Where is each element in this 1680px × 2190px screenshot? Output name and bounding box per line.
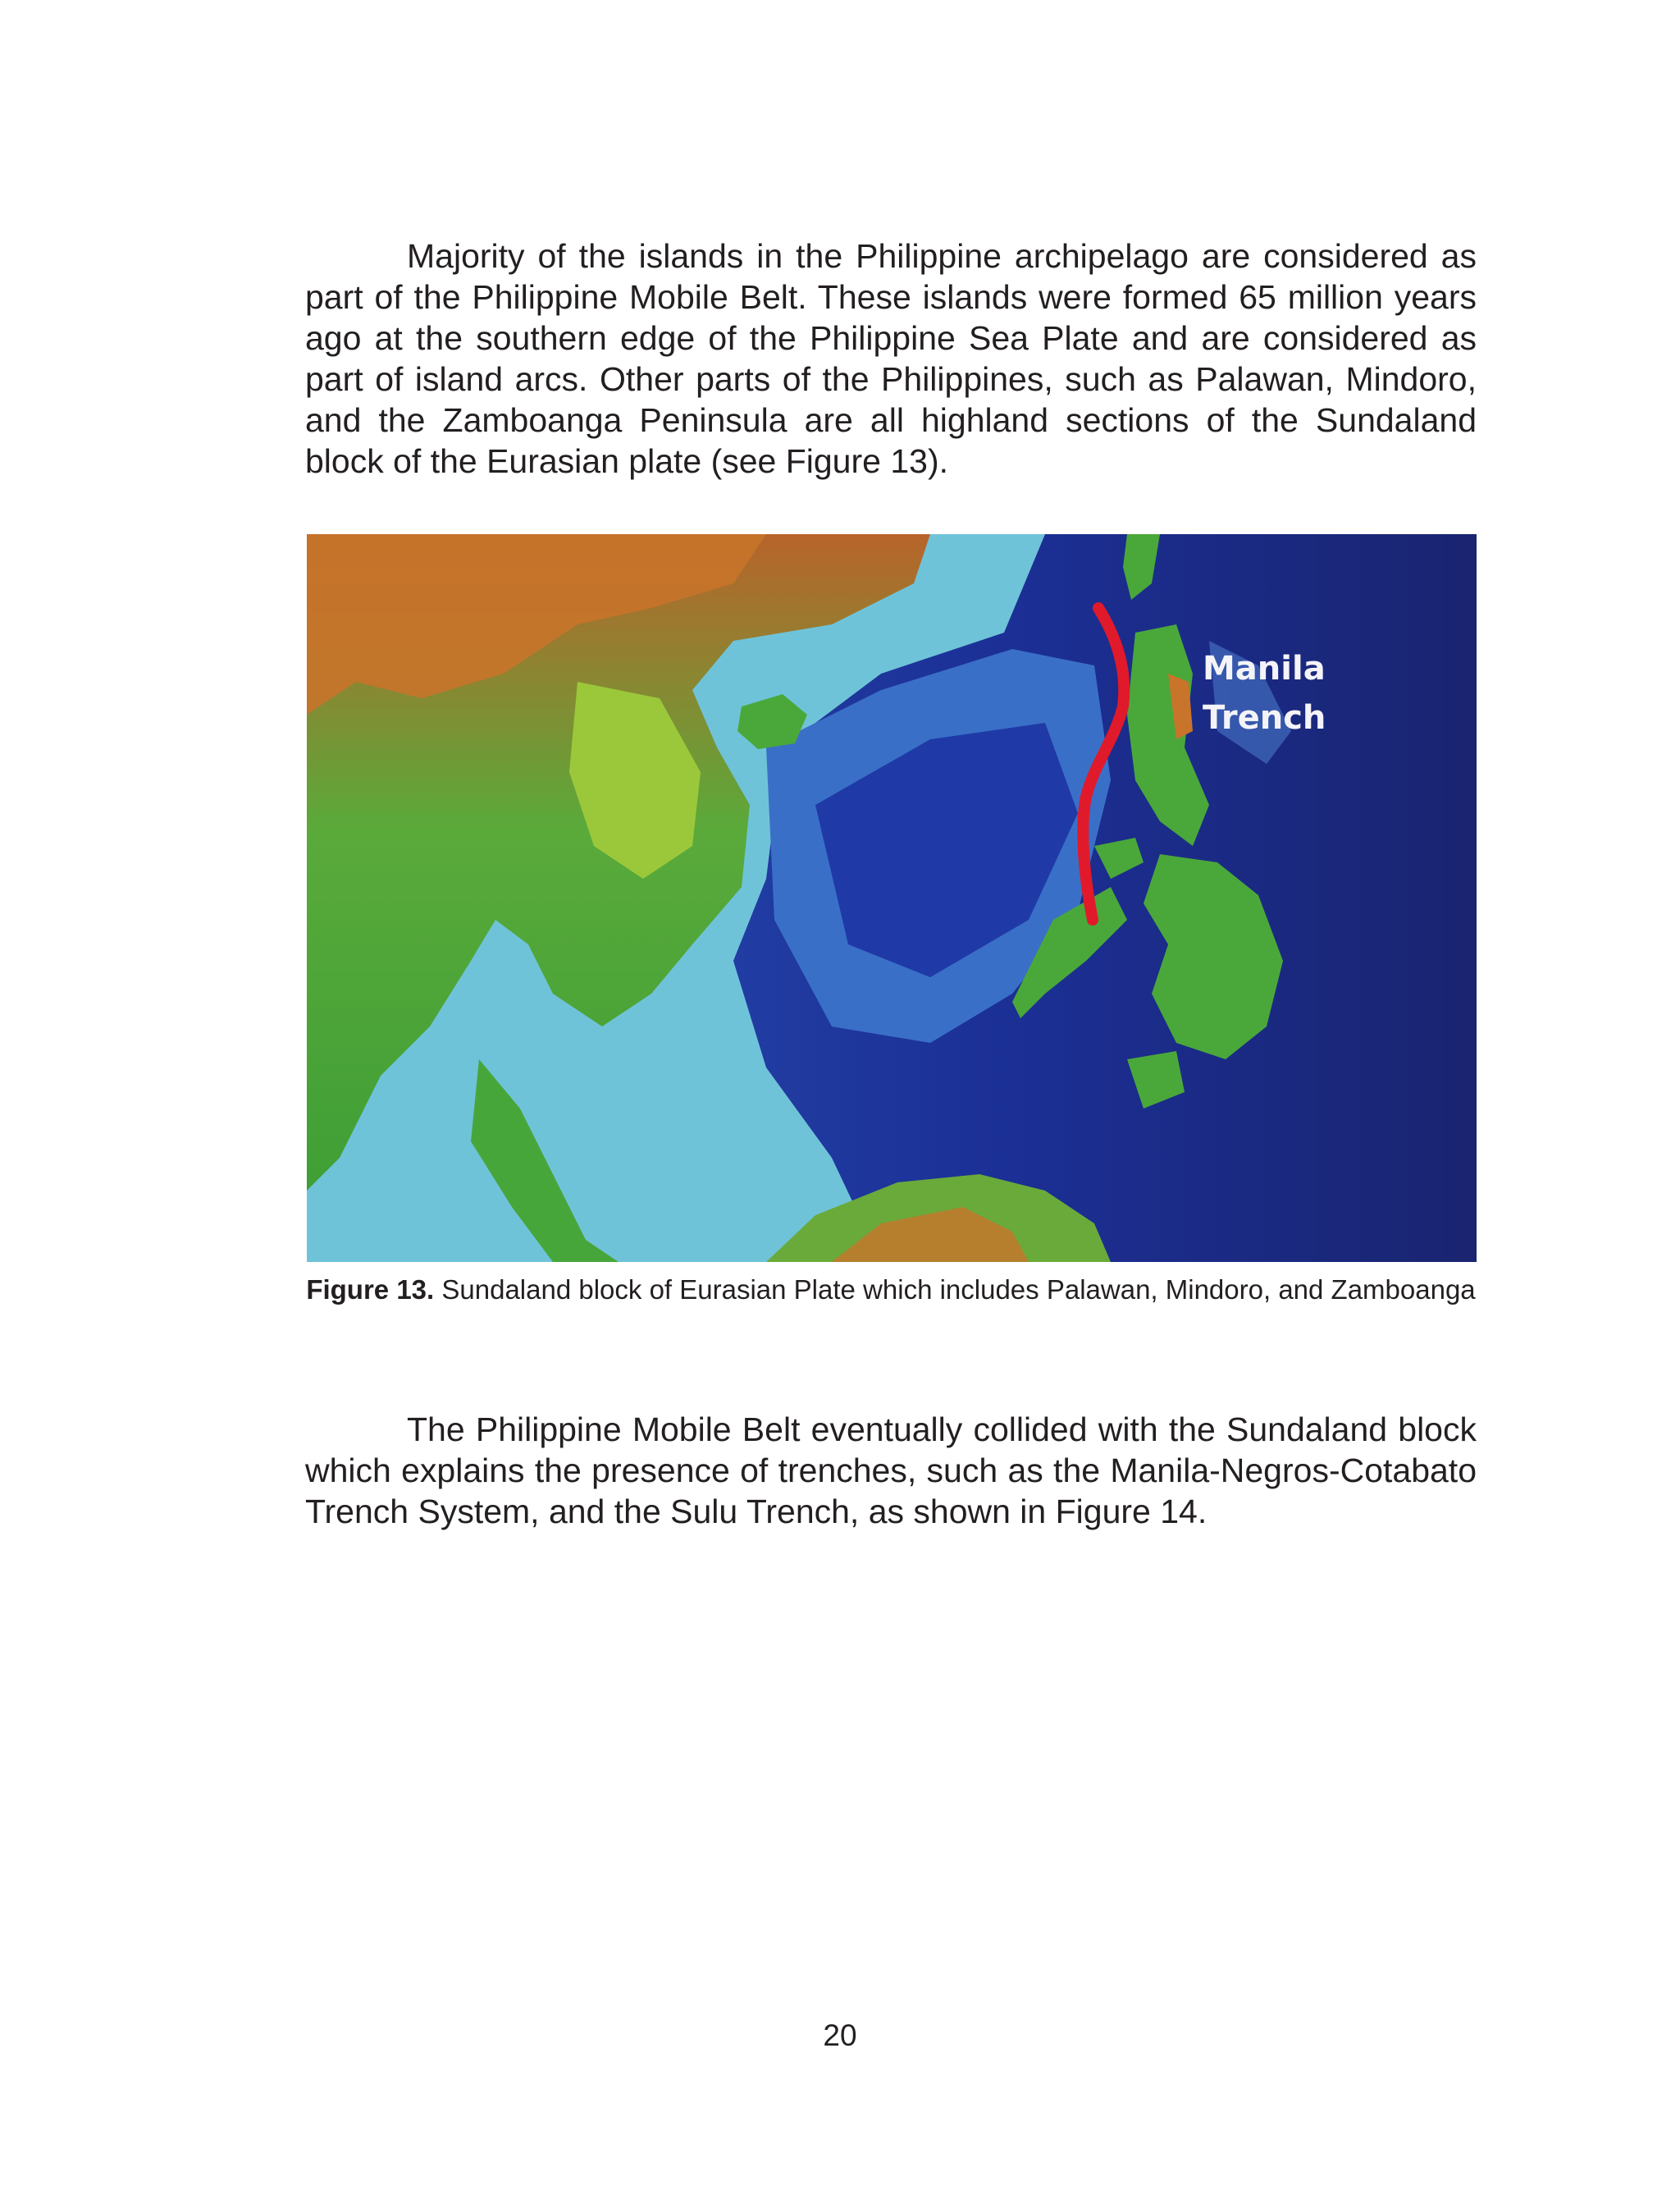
paragraph-1: Majority of the islands in the Philippine archipelago are considered as part of the Philippine Mobile Belt. These islands were formed 65 million years ago at the southern edge of the Philippine Sea Plate and are considered as part of island arcs. Other parts of the Philippines, such as Palawan, Mindoro, and the Zamboanga Peninsula are all highland sections of the Sundaland block of the Eurasian plate (see Figure 13). (305, 237, 1477, 480)
page-number: 20 (823, 2019, 857, 2052)
manila-trench-label-1: Manila (1203, 650, 1326, 688)
paragraph-2: The Philippine Mobile Belt eventually collided with the Sundaland block which explains the presence of trenches, such as the Manila-Negros-Cotabato Trench System, and the Sulu Trench, as shown in Figure 14. (305, 1410, 1477, 1530)
figure-caption-label: Figure 13. (306, 1274, 435, 1305)
figure-13-map (307, 534, 1477, 1262)
figure-caption-text: Sundaland block of Eurasian Plate which includes Palawan, Mindoro, and Zamboanga (441, 1274, 1476, 1305)
manila-trench-label-2: Trench (1203, 699, 1326, 737)
sundaland-map-image (307, 534, 1477, 1262)
figure-caption (305, 1273, 1477, 1306)
